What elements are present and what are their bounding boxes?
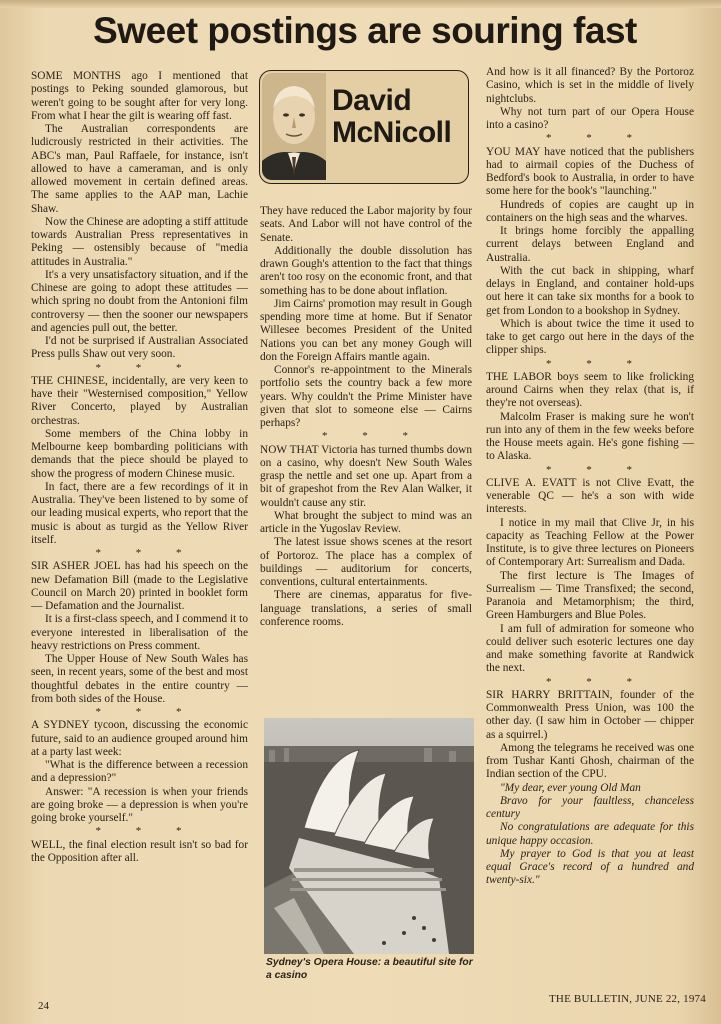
paragraph: NOW THAT Victoria has turned thumbs down on a casino, why doesn't New South Wales grasp the nettle and set one up. Apart from a bit of grapeshot from the Rev Alan Walker, it wouldn't cause any stir. [260,443,472,509]
paragraph: It's a very unsatisfactory situation, and if the Chinese are going to adopt these attitudes — which spring no doubt from the Antonioni film controversy — then the sooner our newspapers and agencies pull out, the better. [31,268,248,334]
column-1 [31,70,248,990]
opera-house-photo [264,718,474,954]
paragraph: There are cinemas, apparatus for five-language translations, a series of small conference rooms. [260,589,472,628]
paragraph: SOME MONTHS ago I mentioned that postings to Peking sounded glamorous, but weren't going to be sought after for very long. From what I hear the gilt is wearing off fast. [31,70,248,122]
section-divider: * * * [322,430,424,443]
paragraph: "What is the difference between a recession and a depression?" [31,759,248,785]
paragraph: Jim Cairns' promotion may result in Gough spending more time at home. But if Senator Willesee becomes President of the United Nations you can bet any money Gough will don the Foreign Affairs mantle again. [260,297,472,363]
paragraph: A SYDNEY tycoon, discussing the economic future, said to an audience grouped around him at a party last week: [31,719,248,758]
section-divider: * * * [95,825,198,838]
telegram-line: No congratulations are adequate for this unique happy occasion. [486,821,694,847]
section-divider: * * * [546,357,648,370]
paragraph: And how is it all financed? By the Portoroz Casino, which is set in the middle of lively nightclubs. [486,66,694,105]
telegram-line: Bravo for your faultless, chanceless century [486,794,694,820]
paragraph: The latest issue shows scenes at the resort of Portoroz. The place has a complex of buildings — auditorium for concerts, conventions, cultural entertainments. [260,536,472,588]
paragraph: SIR ASHER JOEL has had his speech on the new Defamation Bill (made to the Legislative Council on March 20) printed in booklet form — Defamation and the Journalist. [31,560,248,612]
paragraph: The first lecture is The Images of Surrealism — Time Transfixed; the second, Paranoia and Metamorphism; the third, Green Hamburgers and Blue Poles. [486,569,694,622]
column-2 [260,205,472,725]
paragraph: Answer: "A recession is when your friends are going broke — a depression is when you're going broke yourself." [31,785,248,824]
author-last-name: McNicoll [332,116,452,149]
author-first-name: David [332,84,412,117]
paragraph: In fact, there are a few recordings of it in Australia. They've been listened to by some of our leading musical experts, who report that the music is about as turgid as the Yellow River itself. [31,480,248,546]
telegram-line: My prayer to God is that you at least equal Grace's record of a hundred and twenty-six." [486,847,694,887]
paragraph: I notice in my mail that Clive Jr, in his capacity as Teaching Fellow at the Power Institute, is to give three lectures on Pioneers of Contemporary Art: Surrealism and Dada. [486,516,694,569]
paragraph: With the cut back in shipping, wharf delays in England, and container hold-ups out here it can take six months for a book to get from London to a bookshop in Sydney. [486,264,694,317]
section-divider: * * * [95,547,198,559]
author-name [332,85,462,149]
paragraph: YOU MAY have noticed that the publishers had to airmail copies of the Duchess of Bedford's book to Australia, in order to have some here for the book's "launching." [486,145,694,198]
paragraph: The Upper House of New South Wales has seen, in recent years, some of the best and most thoughtful debates in the entire country — from both sides of the House. [31,653,248,705]
byline-box [259,70,469,184]
paragraph: Some members of the China lobby in Melbourne keep bombarding politicians with demands that the piece should be played to show the progress of modern Chinese music. [31,427,248,480]
paragraph: SIR HARRY BRITTAIN, founder of the Commonwealth Press Union, was 100 the other day. (I saw him in October — chipper as a squirrel.) [486,688,694,741]
page-number: 24 [38,1000,49,1012]
paragraph: I am full of admiration for someone who could deliver such esoteric lectures one day and make something favorite at Randwick the next. [486,622,694,675]
paragraph: Connor's re-appointment to the Minerals portfolio sets the country back a few more years. Why couldn't the Prime Minister have given that slot to someone else — Cairns perhaps? [260,364,472,429]
paragraph: It is a first-class speech, and I commend it to everyone interested in liberalisation of the heavy restrictions on Press comment. [31,613,248,652]
author-portrait [262,73,326,180]
paragraph: WELL, the final election result isn't so bad for the Opposition after all. [31,838,248,864]
headline: Sweet postings are souring fast [93,10,637,51]
paragraph: Now the Chinese are adopting a stiff attitude towards Australian Press representatives in Peking — ostensibly because of "media attitudes in Australia." [31,215,248,268]
paragraph: CLIVE A. EVATT is not Clive Evatt, the venerable QC — he's a son with wide interests. [486,476,694,516]
paragraph: It brings home forcibly the appalling current delays between England and Australia. [486,225,694,264]
section-divider: * * * [95,706,198,718]
paragraph: What brought the subject to mind was an article in the Yugoslav Review. [260,509,472,535]
paragraph: I'd not be surprised if Australian Associated Press pulls Shaw out very soon. [31,335,248,361]
paragraph: THE LABOR boys seem to like frolicking around Cairns when they relax (that is, if they're not overseas). [486,370,694,410]
paragraph: Why not turn part of our Opera House into a casino? [486,105,694,131]
paragraph: Additionally the double dissolution has drawn Gough's attention to the fact that things aren't too rosy on the economic front, and that something has to be done about inflation. [260,244,472,297]
issue-footer: THE BULLETIN, JUNE 22, 1974 [549,993,706,1005]
paragraph: They have reduced the Labor majority by four seats. And Labor will not have control of the Senate. [260,205,472,244]
paragraph: Which is about twice the time it used to take to get cargo out here in the days of the clipper ships. [486,317,694,357]
paragraph: Hundreds of copies are caught up in containers on the high seas and the wharves. [486,198,694,224]
paragraph: Malcolm Fraser is making sure he won't run into any of them in the few weeks before the House meets again. He's gone fishing — to Alaska. [486,410,694,463]
paragraph: Among the telegrams he received was one from Tushar Kanti Ghosh, chairman of the Indian section of the CPU. [486,741,694,781]
section-divider: * * * [546,675,648,688]
photo-caption: Sydney's Opera House: a beautiful site for a casino [266,957,473,981]
section-divider: * * * [546,132,648,145]
telegram-line: "My dear, ever young Old Man [500,781,641,794]
section-divider: * * * [546,463,648,476]
paragraph: The Australian correspondents are ludicrously restricted in their activities. The ABC's man, Paul Raffaele, for instance, isn't allowed to have a cameraman, and is only allowed movement in certain defined areas. The same applies to the AAP man, Lachie Shaw. [31,123,248,215]
paragraph: THE CHINESE, incidentally, are very keen to have their "Westernised composition," Yellow River Concerto, played by Australian orchestras. [31,374,248,427]
section-divider: * * * [95,361,198,374]
column-3 [486,66,694,991]
